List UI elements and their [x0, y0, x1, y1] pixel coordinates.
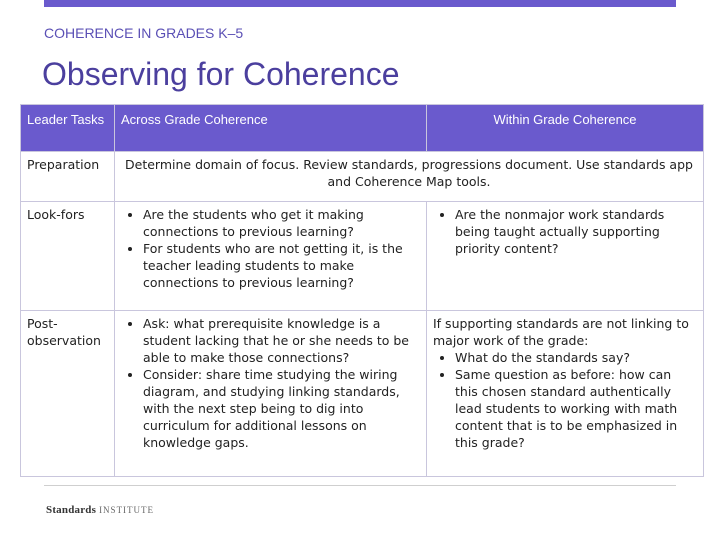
logo-sub-text: INSTITUTE [99, 505, 155, 515]
section-kicker: COHERENCE IN GRADES K–5 [44, 25, 244, 41]
standards-institute-logo [46, 504, 154, 516]
table-row-preparation [21, 152, 704, 202]
table-header-row [21, 105, 704, 152]
top-accent-bar [44, 0, 676, 7]
page-title: Observing for Coherence [42, 56, 400, 92]
list-item: • Are the students who get it making connections to previous learning? [143, 206, 420, 240]
list-item: • Are the nonmajor work standards being taught actually supporting priority content? [455, 206, 697, 257]
row-label: Post-observation [21, 311, 115, 477]
list-item: • For students who are not getting it, is the teacher leading students to make connections to previous learning? [143, 240, 420, 291]
look-fors-within-cell [427, 202, 704, 311]
row-label: Look-fors [21, 202, 115, 311]
list-item: • What do the standards say? [455, 349, 697, 366]
within-intro-text: If supporting standards are not linking to major work of the grade: [433, 316, 689, 348]
header-leader-tasks: Leader Tasks [21, 105, 115, 152]
footer-divider [44, 485, 676, 486]
preparation-text: Determine domain of focus. Review standards, progressions document. Use standards app and Coherence Map tools. [115, 152, 704, 202]
look-fors-across-cell [115, 202, 427, 311]
list-item: • Consider: share time studying the wiring diagram, and studying linking standards, with the next step being to dig into curriculum for additional lessons on knowledge gaps. [143, 366, 420, 451]
logo-main-text: Standards [46, 504, 97, 516]
list-item: • Same question as before: how can this chosen standard authentically lead students to working with math content that is to be emphasized in this grade? [455, 366, 697, 451]
table-row-look-fors [21, 202, 704, 311]
coherence-table [20, 104, 704, 477]
header-within-grade: Within Grade Coherence [427, 105, 704, 152]
post-observation-across-cell [115, 311, 427, 477]
row-label: Preparation [21, 152, 115, 202]
table-row-post-observation [21, 311, 704, 477]
post-observation-within-cell [427, 311, 704, 477]
header-across-grade: Across Grade Coherence [115, 105, 427, 152]
list-item: • Ask: what prerequisite knowledge is a student lacking that he or she needs to be able to make those connections? [143, 315, 420, 366]
